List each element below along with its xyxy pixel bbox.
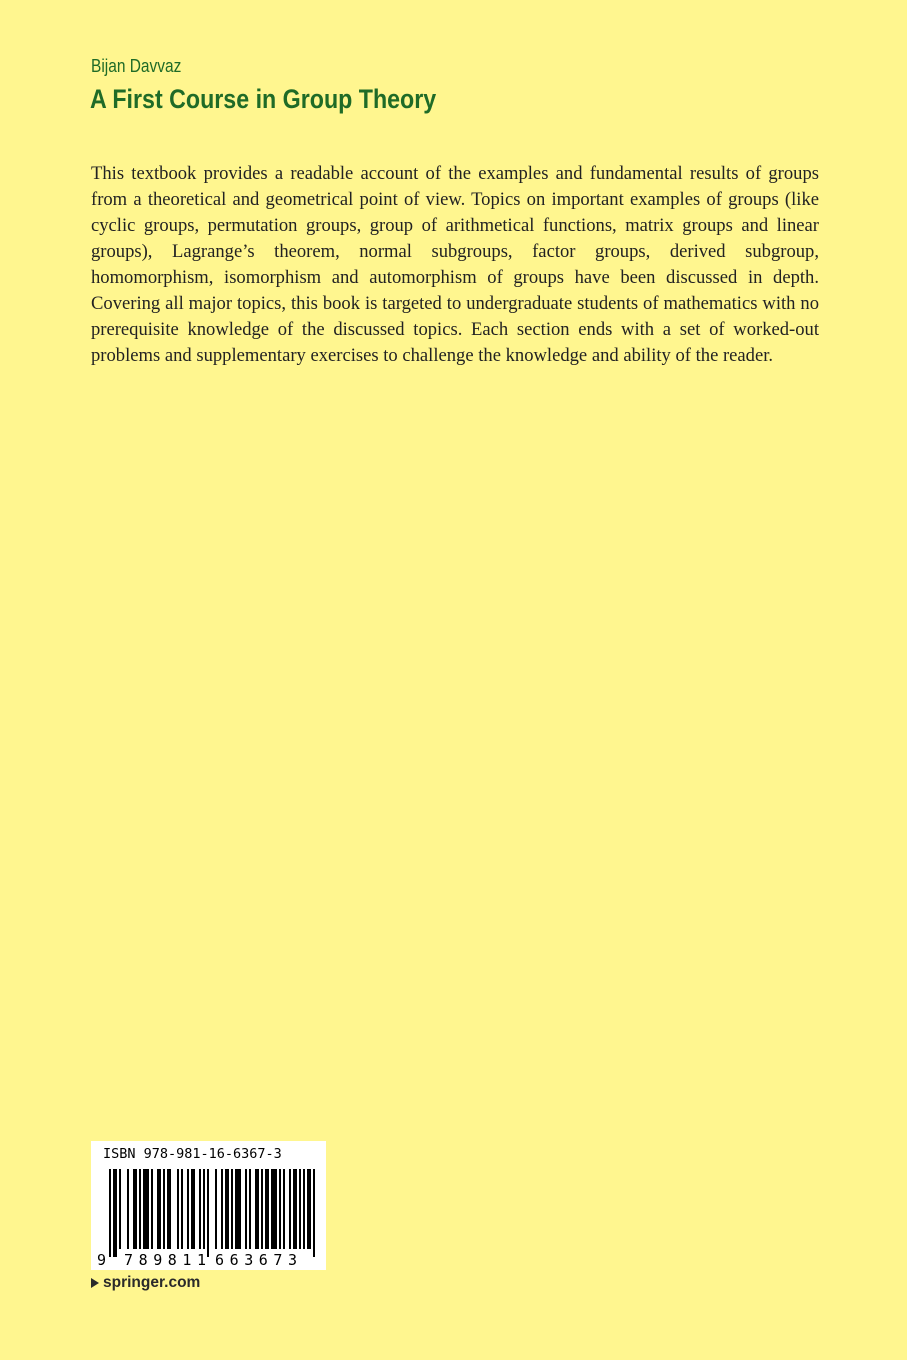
barcode-bar [163,1169,165,1249]
barcode-bar [231,1169,233,1249]
barcode-bar [283,1169,285,1249]
barcode-bar [313,1169,315,1257]
triangle-arrow-icon [91,1278,99,1288]
barcode-bar [151,1169,153,1249]
barcode-bar [255,1169,259,1249]
barcode-bar [279,1169,281,1249]
barcode-bar [113,1169,117,1257]
barcode-bar [177,1169,179,1249]
isbn-barcode [91,1141,326,1270]
barcode-bar [245,1169,247,1249]
author-name: Bijan Davvaz [91,56,182,76]
barcode-bar [235,1169,241,1249]
barcode-bar [265,1169,269,1249]
barcode-bar [157,1169,161,1249]
barcode-bar [143,1169,149,1249]
isbn-label: ISBN 978-981-16-6367-3 [103,1146,282,1162]
barcode-first-digit: 9 [97,1251,107,1269]
publisher-link-text: springer.com [103,1274,201,1291]
publisher-link[interactable] [91,1274,200,1292]
barcode-bar [167,1169,171,1249]
barcode-bar [109,1169,111,1257]
barcode-left-digits: 789811 [124,1251,206,1269]
barcode-bar [207,1169,209,1257]
barcode-bar [303,1169,305,1249]
book-description: This textbook provides a readable account of the examples and fundamental results of groups from a theoretical and geometrical point of view. Topics on important examples of groups (like cyclic groups, permutation groups, group of arithmetical functions, matrix groups and linear groups), Lagrange’s theorem, normal subgroups, factor groups, derived subgroup, homomorphism, isomorphism and automorphism of groups have been discussed in depth. Covering all major topics, this book is targeted to undergraduate students of mathematics with no prerequisite knowledge of the discussed topics. Each section ends with a set of worked-out problems and supplementary exercises to challenge the knowledge and ability of the reader. [91,163,819,366]
barcode-right-digits: 663673 [215,1251,297,1269]
barcode-bar [127,1169,129,1249]
barcode-bar [191,1169,195,1249]
barcode-bar [187,1169,189,1249]
barcode-bar [261,1169,263,1249]
barcode-bar [221,1169,223,1249]
barcode-bar [199,1169,201,1249]
barcode-graphic [91,1141,326,1270]
barcode-bar [119,1169,121,1249]
barcode-bar [225,1169,229,1249]
barcode-bar [293,1169,297,1249]
barcode-bar [299,1169,301,1249]
barcode-bar [289,1169,291,1249]
barcode-bar [307,1169,311,1249]
barcode-bar [139,1169,141,1249]
barcode-bars [109,1169,315,1257]
barcode-bar [203,1169,205,1249]
barcode-bar [215,1169,217,1249]
barcode-bar [181,1169,183,1249]
barcode-bar [271,1169,277,1249]
book-title: A First Course in Group Theory [90,84,437,114]
barcode-bar [249,1169,251,1249]
barcode-bar [133,1169,137,1249]
